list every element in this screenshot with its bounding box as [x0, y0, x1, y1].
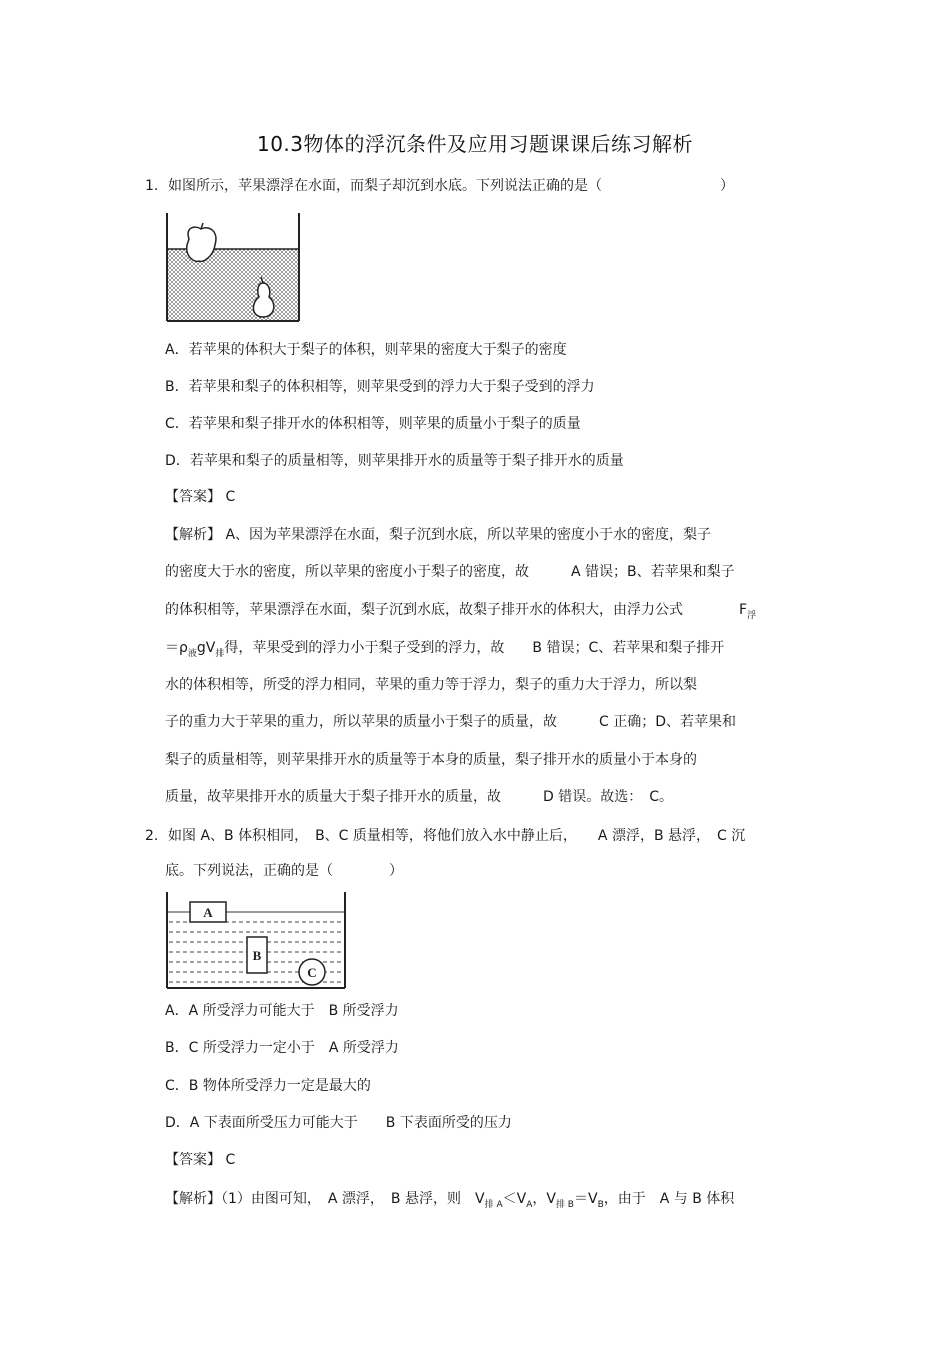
block-b-label: B — [252, 948, 262, 963]
q1-option-d: D．若苹果和梨子的质量相等，则苹果排开水的质量等于梨子排开水的质量 — [165, 453, 624, 469]
q2-option-b: B．C 所受浮力一定小于 A 所受浮力 — [165, 1040, 399, 1056]
q1-analysis-line-5: 水的体积相等，所受的浮力相同，苹果的重力等于浮力，梨子的重力大于浮力，所以梨 — [165, 677, 697, 693]
abc-blocks-figure — [165, 890, 349, 990]
question-1-number: 1. — [145, 178, 159, 194]
q1-analysis-line-1: 【解析】 A、因为苹果漂浮在水面，梨子沉到水底，所以苹果的密度小于水的密度，梨子 — [165, 527, 712, 543]
block-a — [190, 902, 226, 922]
q2-analysis-line-1: 【解析】（1）由图可知， A 漂浮， B 悬浮，则 $V_{排 A}<V_A$，$V_{排 B}=V_B$，由于 A 与 B 体积 — [165, 1191, 735, 1210]
question-1-stem: 如图所示，苹果漂浮在水面，而梨子却沉到水底。下列说法正确的是（ — [168, 178, 602, 194]
q1-answer: 【答案】 C — [165, 489, 236, 505]
question-2-stem-line-1: 如图 A、B 体积相同， B、C 质量相等，将他们放入水中静止后， A 漂浮，B 悬浮， C 沉 — [168, 828, 746, 844]
block-b — [247, 937, 267, 973]
question-1-stem-close: ） — [720, 178, 734, 194]
q1-analysis-line-6: 子的重力大于苹果的重力，所以苹果的质量小于梨子的质量，故 C 正确；D、若苹果和 — [165, 714, 737, 730]
question-2-stem-line-2: 底。下列说法，正确的是（ ） — [165, 863, 403, 879]
q2-option-a: A．A 所受浮力可能大于 B 所受浮力 — [165, 1003, 399, 1019]
block-a-label: A — [203, 905, 213, 920]
ball-c-label: C — [307, 965, 317, 980]
q2-option-d: D．A 下表面所受压力可能大于 B 下表面所受的压力 — [165, 1115, 512, 1131]
q1-analysis-line-4: $=\rho_液gV_排$得，苹果受到的浮力小于梨子受到的浮力，故 B 错误；C、若苹果和梨子排开 — [165, 640, 725, 659]
question-2-number: 2. — [145, 828, 159, 844]
q1-option-a: A．若苹果的体积大于梨子的体积，则苹果的密度大于梨子的密度 — [165, 342, 567, 358]
q1-analysis-line-7: 梨子的质量相等，则苹果排开水的质量等于本身的质量，梨子排开水的质量小于本身的 — [165, 752, 697, 768]
q1-analysis-line-2: 的密度大于水的密度，所以苹果的密度小于梨子的密度，故 A 错误；B、若苹果和梨子 — [165, 564, 735, 580]
q1-option-b: B．若苹果和梨子的体积相等，则苹果受到的浮力大于梨子受到的浮力 — [165, 379, 595, 395]
q2-answer: 【答案】 C — [165, 1152, 236, 1168]
q1-option-c: C．若苹果和梨子排开水的体积相等，则苹果的质量小于梨子的质量 — [165, 416, 581, 432]
q1-analysis-line-8: 质量，故苹果排开水的质量大于梨子排开水的质量，故 D 错误。故选： C。 — [165, 789, 674, 805]
q1-analysis-line-3: 的体积相等，苹果漂浮在水面，梨子沉到水底，故梨子排开水的体积大，由浮力公式 $F_浮$ — [165, 602, 757, 621]
apple-pear-figure — [165, 211, 301, 323]
q2-option-c: C．B 物体所受浮力一定是最大的 — [165, 1078, 371, 1094]
ball-c — [299, 959, 325, 985]
page-title: 10.3物体的浮沉条件及应用习题课课后练习解析 — [256, 132, 694, 156]
